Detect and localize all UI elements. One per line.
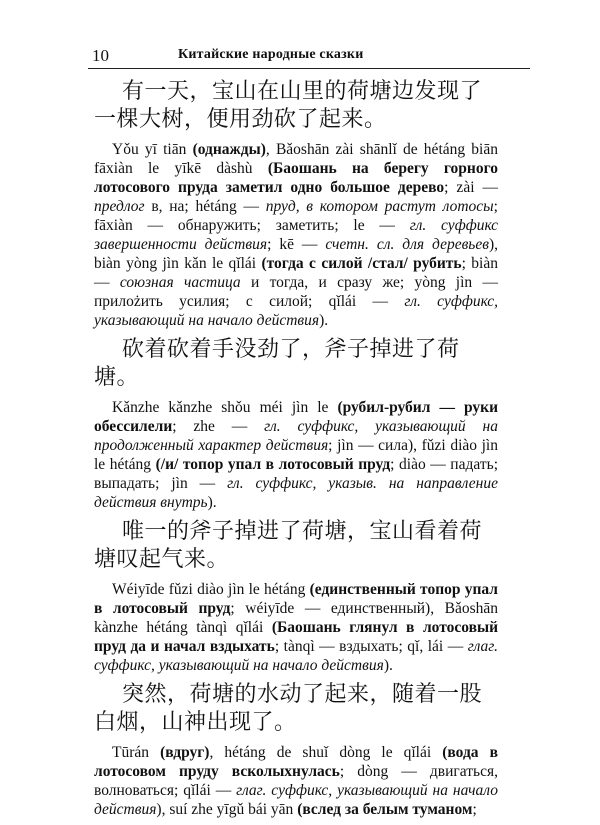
gloss-text: ; tànqì — вздыхать; qǐ, lái —	[274, 638, 468, 655]
gloss-paragraph-1	[94, 140, 498, 330]
translation-text: (рубил-рубил — руки обессилели	[94, 399, 499, 435]
chinese-sentence-1: 有一天，宝山在山里的荷塘边发现了一棵大树，便用劲砍了起来。	[94, 79, 483, 132]
text-body	[94, 78, 498, 825]
running-header	[88, 46, 530, 69]
gloss-text: ; kē —	[267, 236, 326, 253]
page-number: 10	[92, 46, 109, 65]
gloss-text: ).	[207, 494, 217, 511]
gloss-text: ; zhe —	[172, 418, 265, 435]
gloss-paragraph-4	[94, 743, 498, 819]
grammar-note: предлог	[94, 198, 152, 215]
gloss-text: ; wéiyīde — единственный), Bǎoshān kànzhe hétáng tànqì qǐlái	[94, 600, 498, 636]
grammar-note: гл. суффикс завершенности действия	[94, 217, 498, 253]
gloss-text: , hétáng de shuǐ dòng le qǐlái	[209, 744, 443, 761]
gloss-text: ; zài —	[444, 179, 498, 196]
translation-text: (вода в лотосовом пруду всколыхнулась	[94, 744, 498, 780]
translation-text: (/и/ топор упал в лотосовый пруд	[155, 456, 391, 473]
gloss-text: Tūrán	[112, 744, 161, 761]
translation-text: (Баошань глянул в лотосовый пруд да и начал вздыхать	[94, 619, 498, 655]
gloss-text: ; fāxiàn — обнаружить; заметить; le —	[94, 198, 498, 234]
grammar-note: гл. суффикс, указывающий на начало действия	[94, 293, 499, 329]
gloss-text: ).	[383, 657, 393, 674]
gloss-text: в, на; hétáng —	[151, 198, 266, 215]
gloss-text: , Bǎoshān zài shānlǐ de hétáng biān fāxiàn le yīkē dàshù	[94, 141, 498, 177]
chinese-sentence-4: 突然，荷塘的水动了起来，随着一股白烟，山神出现了。	[94, 682, 483, 735]
translation-text: (однажды)	[192, 141, 266, 158]
translation-text: (единственный топор упал в лотосовый пруд	[94, 581, 498, 617]
gloss-paragraph-2	[94, 398, 498, 512]
gloss-text: Wéiyīde fǔzi diào jìn le hétáng	[112, 581, 310, 598]
gloss-text: Kǎnzhe kǎnzhe shǒu méi jìn le	[112, 399, 338, 416]
grammar-note: пруд, в котором растут лотосы	[265, 198, 494, 215]
grammar-note: гл. суффикс, указывающий на продолженный характер действия	[94, 418, 498, 454]
gloss-paragraph-3	[94, 580, 498, 675]
translation-text: (Баошань на берегу горного лотосового пруда заметил одно большое дерево	[94, 160, 498, 196]
gloss-text: ).	[319, 312, 329, 329]
gloss-text: ; dòng — двигаться, волноваться; qǐlái —	[94, 763, 498, 799]
gloss-text: ;	[472, 801, 477, 818]
translation-text: (вслед за белым туманом	[297, 801, 473, 818]
grammar-note: глаг. суффикс, указывающий на начало действия	[94, 782, 498, 818]
gloss-text: ; biàn —	[94, 255, 498, 291]
running-title: Китайские народные сказки	[178, 47, 364, 62]
gloss-text: ), suí zhe yīgǔ bái yān	[156, 801, 298, 818]
grammar-note: глаг. суффикс, указывающий на начало действия	[94, 638, 499, 674]
gloss-text: ; jìn — сила), fǔzi diào jìn le hétáng	[94, 437, 498, 473]
gloss-text: ; diào — падать; выпадать; jìn —	[94, 456, 498, 492]
translation-text: (тогда с силой /стал/ рубить	[261, 255, 462, 272]
grammar-note: союзная частица	[119, 274, 241, 291]
gloss-text: ), biàn yòng jìn kǎn le qǐlái	[94, 236, 499, 272]
grammar-note: счетн. сл. для деревьев	[325, 236, 489, 253]
grammar-note: гл. суффикс, указыв. на направление действия внутрь	[94, 475, 498, 511]
chinese-sentence-3: 唯一的斧子掉进了荷塘，宝山看着荷塘叹起气来。	[94, 519, 483, 572]
translation-text: (вдруг)	[160, 744, 210, 761]
gloss-text: Yǒu yī tiān	[112, 141, 193, 158]
gloss-text: и тогда, и сразу же; yòng jìn — прилożить усилия; с силой; qǐlái —	[94, 274, 498, 310]
chinese-sentence-2: 砍着砍着手没劲了，斧子掉进了荷塘。	[94, 337, 460, 390]
